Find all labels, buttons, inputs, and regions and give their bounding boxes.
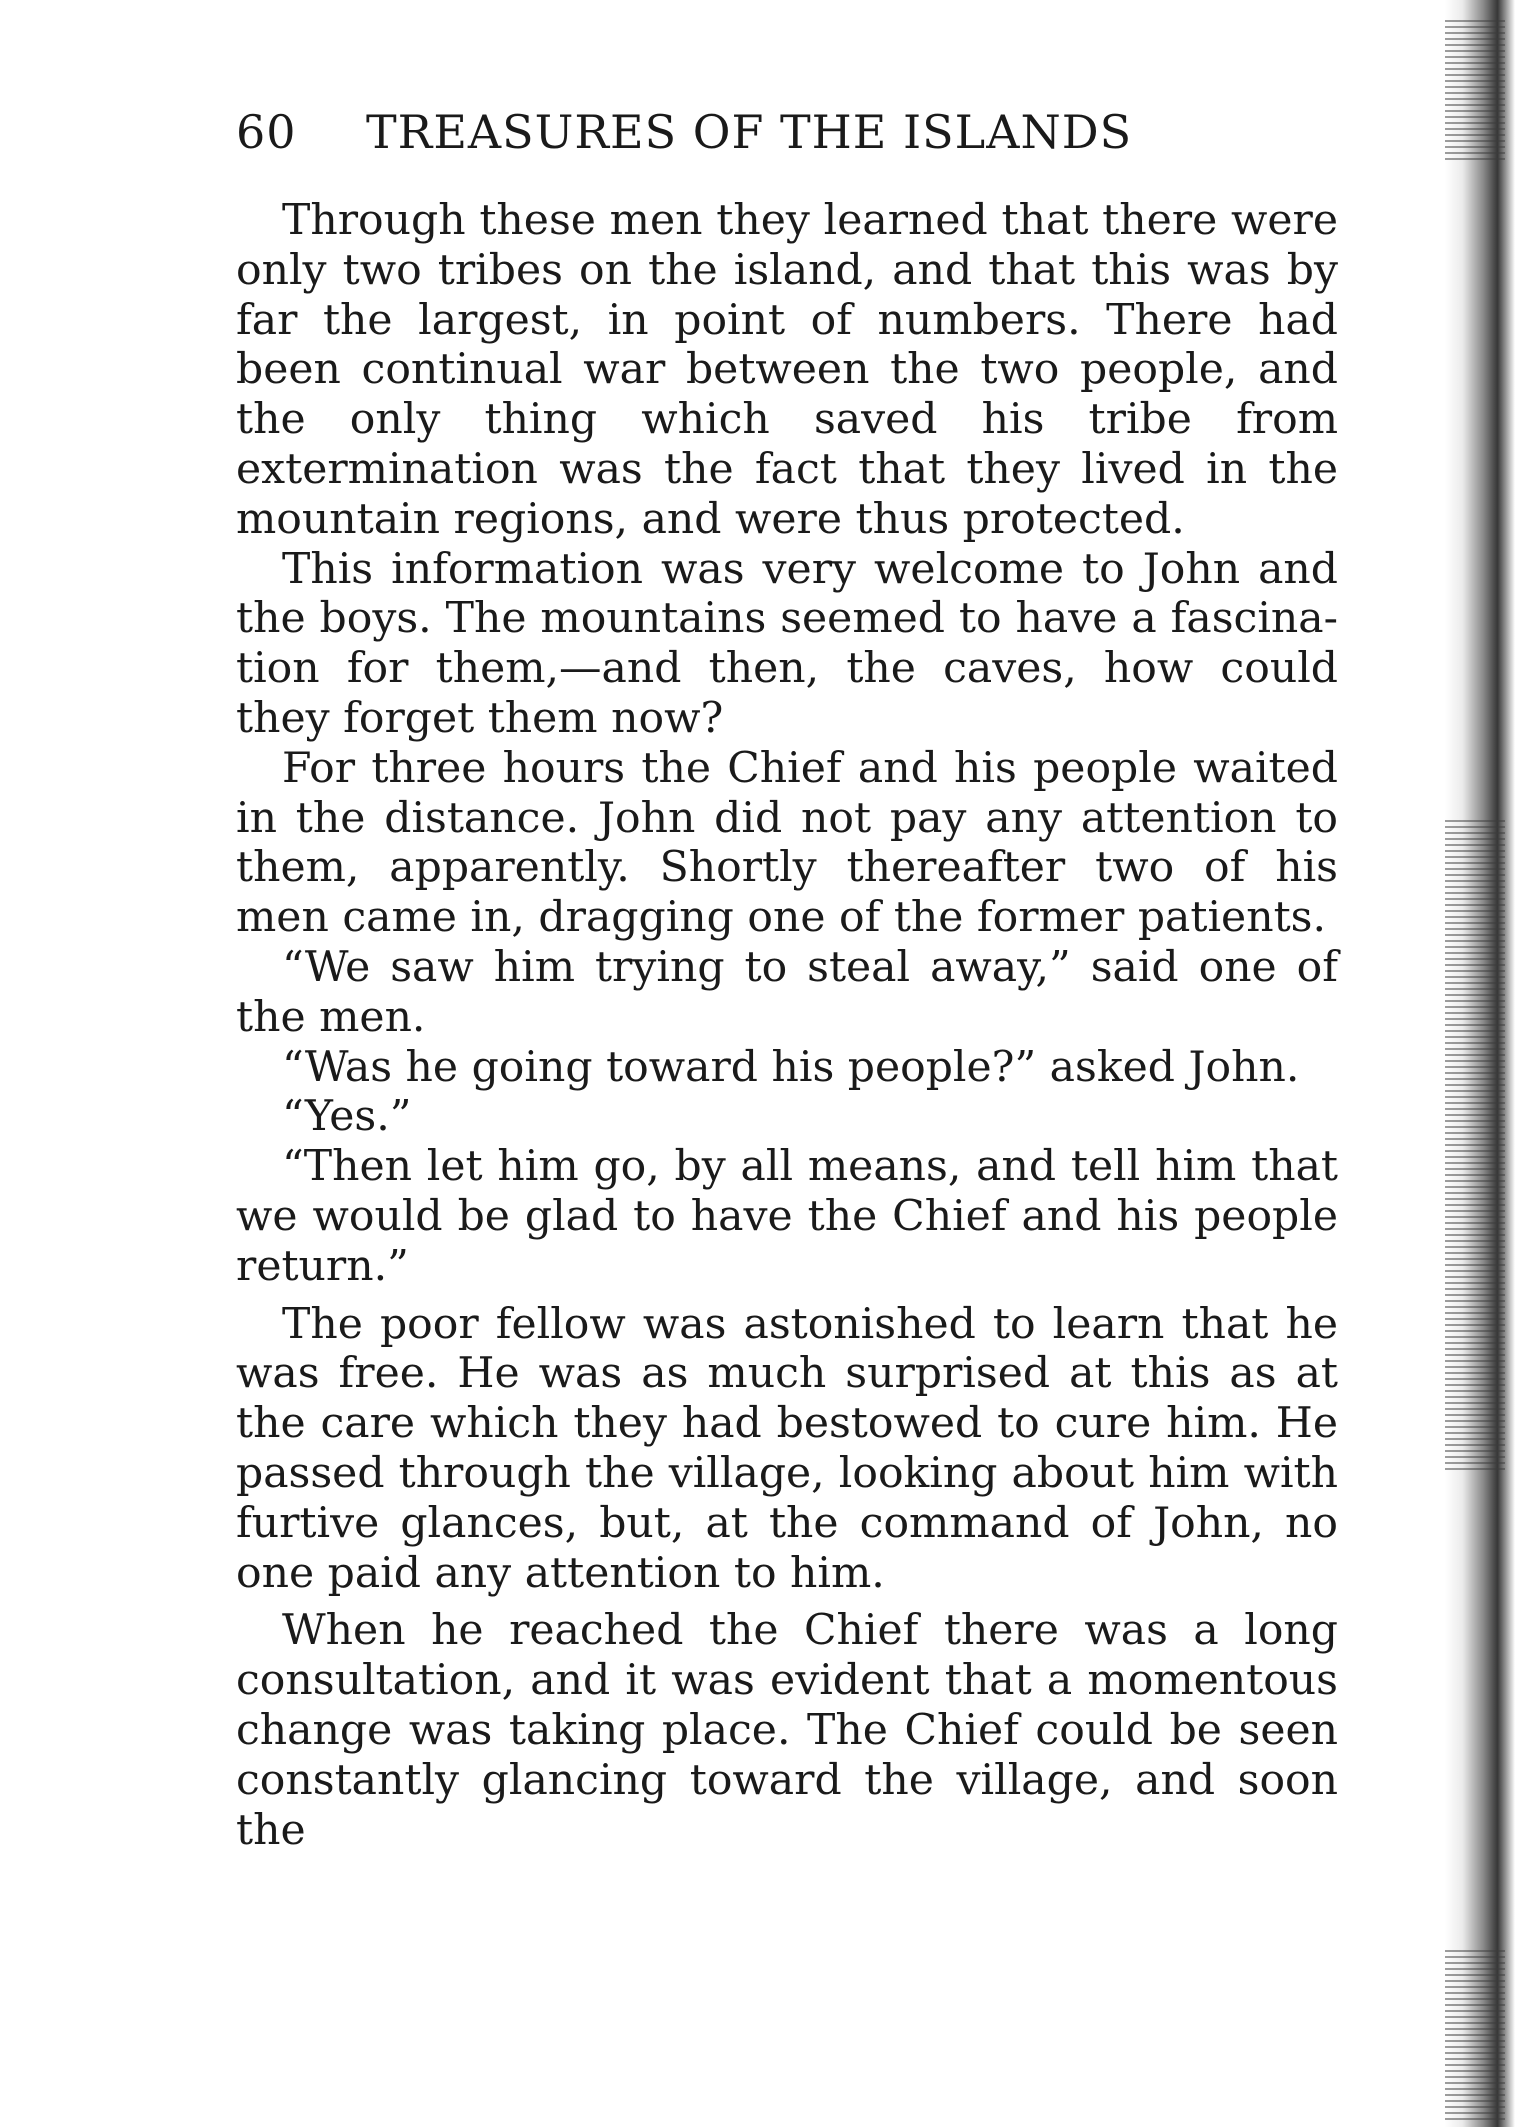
paragraph: The poor fellow was astonished to learn that he was free. He was as much surprised at this as at the care which they had bestowed to cure him. He passed through the village, looking about him with furtive glances, but, at the command of John, no one paid any attention to him.	[236, 1299, 1338, 1598]
paragraph: “Yes.”	[282, 1092, 412, 1142]
paragraph: “Was he going toward his people?” asked John.	[282, 1042, 1300, 1092]
paragraph: This information was very welcome to John and the boys. The mountains seemed to have a fascination for them,—and then, the caves, how could they forget them now?	[236, 544, 1338, 743]
running-head	[236, 104, 1336, 160]
paragraph: “We saw him trying to steal away,” said one of the men.	[236, 942, 1338, 1042]
paragraph: For three hours the Chief and his people waited in the distance. John did not pay any attention to them, apparently. Shortly thereafter two of his men came in, dragging one of the former patients.	[236, 743, 1338, 943]
binding-shadow-bottom	[1445, 1950, 1505, 2120]
book-title: TREASURES OF THE ISLANDS	[366, 105, 1133, 159]
binding-shadow-top	[1445, 20, 1505, 160]
paragraph: When he reached the Chief there was a long consultation, and it was evident that a momentous change was taking place. The Chief could be seen constantly glancing toward the village, and soon the	[236, 1606, 1338, 1855]
body-text	[236, 196, 1338, 1855]
page-binding-edge	[1445, 0, 1515, 2127]
paragraph: Through these men they learned that there were only two tribes on the island, and that this was by far the largest, in point of numbers. There had been continual war between the two people, and the only thing which saved his tribe from extermination was the fact that they lived in the mountain regions, and were thus protected.	[236, 196, 1338, 544]
page-number: 60	[236, 105, 297, 159]
paragraph: “Then let him go, by all means, and tell him that we would be glad to have the Chief and his people return.”	[236, 1142, 1338, 1291]
binding-shadow-middle	[1445, 820, 1505, 1470]
